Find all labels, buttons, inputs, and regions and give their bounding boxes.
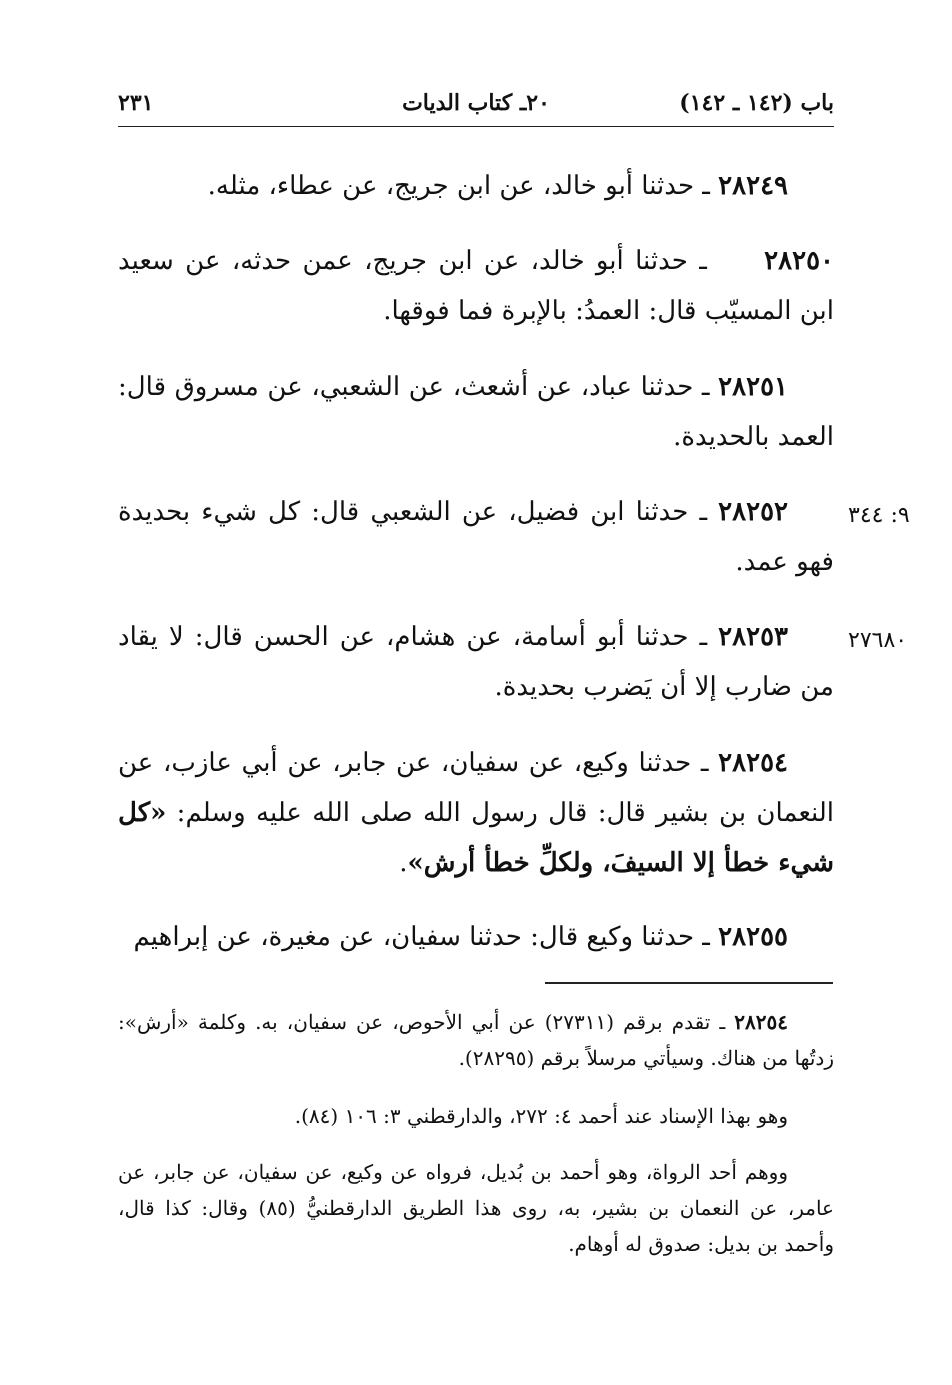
page-number: ٢٣١ [118,90,154,116]
entry-number: ٢٨٢٥٤ [718,748,788,778]
margin-reference: ٩: ٣٤٤ [848,503,910,528]
entry-text: ـ حدثنا وكيع قال: حدثنا سفيان، عن مغيرة، عن إبراهيم [133,922,719,952]
hadith-entry [118,161,834,211]
header-divider [118,126,834,127]
hadith-entry [118,487,834,587]
entry-number: ٢٨٢٥٢ [718,497,788,527]
entry-text: ـ حدثنا أبو أسامة، عن هشام، عن الحسن قال: لا يقاد من ضارب إلا أن يَضرب بحديدة. [118,622,834,702]
footnote-divider [545,982,833,984]
hadith-entry [118,738,834,888]
footnote [118,1154,834,1262]
entry-text: ـ حدثنا وكيع، عن سفيان، عن جابر، عن أبي عازب، عن النعمان بن بشير قال: قال رسول الله صلى الله عليه وسلم: [118,748,834,828]
hadith-entry [118,912,834,962]
entry-text: ـ حدثنا عباد، عن أشعث، عن الشعبي، عن مسروق قال: العمد بالحديدة. [118,372,834,452]
footnote [118,1098,834,1134]
entry-number: ٢٨٢٥٠ [764,246,834,276]
chapter-range: باب (١٤٢ ـ ١٤٢) [679,90,834,116]
book-title: ٢٠ـ كتاب الديات [402,90,550,116]
entry-text: ـ حدثنا ابن فضيل، عن الشعبي قال: كل شيء بحديدة فهو عمد. [118,497,834,577]
entry-number: ٢٨٢٥٣ [718,622,788,652]
entry-number: ٢٨٢٥٥ [718,922,788,952]
footnote-text: ووهم أحد الرواة، وهو أحمد بن بُديل، فرواه عن وكيع، عن سفيان، عن جابر، عن عامر، عن النعمان بن بشير، به، روى هذا الطريق الدارقطنيُّ (٨٥) وقال: كذا قال، وأحمد بن بديل: صدوق له أوهام. [118,1160,834,1256]
entry-number: ٢٨٢٥١ [718,372,788,402]
entry-number: ٢٨٢٤٩ [718,171,788,201]
entry-end: . [399,848,408,878]
footnote [118,1004,834,1076]
prophetic-quote: «كل شيء خطأ إلا السيفَ، ولكلِّ خطأ أرش» [118,798,834,878]
footnote-text: ـ تقدم برقم (٢٧٣١١) عن أبي الأحوص، عن سفيان، به. وكلمة «أرش»: زدتُها من هناك. وسيأتي مرسلاً برقم (٢٨٢٩٥). [118,1010,834,1070]
hadith-entry [118,362,834,462]
entry-text: ـ حدثنا أبو خالد، عن ابن جريج، عن عطاء، مثله. [207,171,719,201]
entry-text: ـ حدثنا أبو خالد، عن ابن جريج، عمن حدثه، عن سعيد ابن المسيّب قال: العمدُ: بالإبرة فما فوقها. [118,246,834,326]
margin-reference: ٢٧٦٨٠ [848,628,908,653]
footnote-text: وهو بهذا الإسناد عند أحمد ٤: ٢٧٢، والدارقطني ٣: ١٠٦ (٨٤). [294,1104,788,1128]
hadith-entry [118,612,834,712]
footnote-number: ٢٨٢٥٤ [734,1010,788,1034]
hadith-entry [118,236,834,336]
